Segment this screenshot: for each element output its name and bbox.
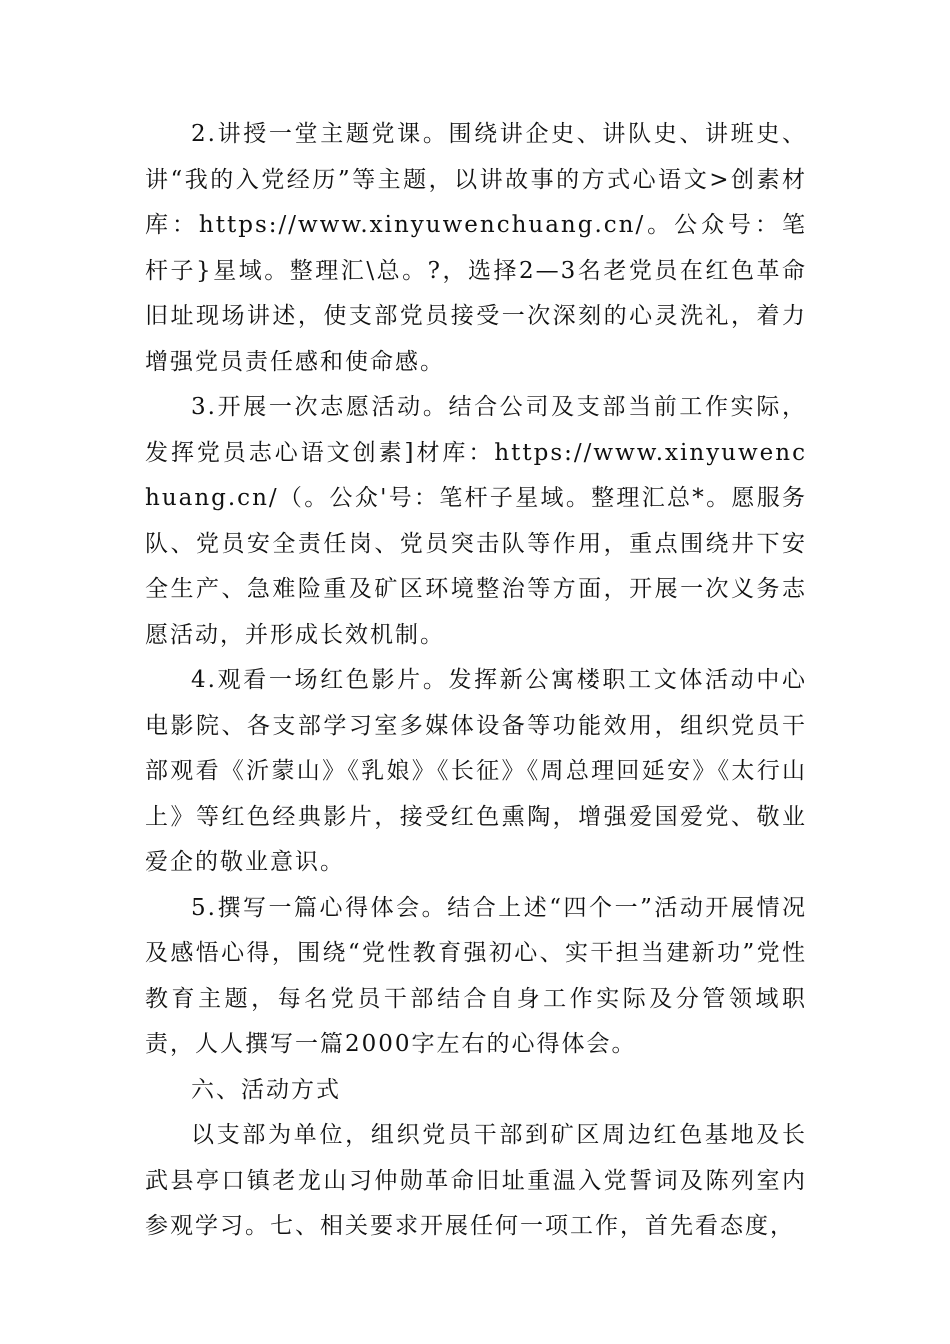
section-heading-activity-method: 六、活动方式 xyxy=(191,1076,341,1103)
paragraph-red-film: 4.观看一场红色影片。发挥新公寓楼职工文体活动中心电影院、各支部学习室多媒体设备等功能效用，组织党员干部观看《沂蒙山》《乳娘》《长征》《周总理回延安》《太行山上》等红色经典影片，接受红色熏陶，增强爱国爱党、敬业爱企的敬业意识。 xyxy=(145,667,807,875)
paragraph-theme-lecture: 2.讲授一堂主题党课。围绕讲企史、讲队史、讲班史、讲“我的入党经历”等主题，以讲故事的方式心语文>创素材库：https://www.xinyuwenchuang.cn/。公众号：笔杆子}星域。整理汇\总。?，选择2—3名老党员在红色革命旧址现场讲述，使支部党员接受一次深刻的心灵洗礼，着力增强党员责任感和使命感。 xyxy=(145,121,807,375)
paragraph-activity-method: 以支部为单位，组织党员干部到矿区周边红色基地及长武县亭口镇老龙山习仲勋革命旧址重温入党誓词及陈列室内参观学习。七、相关要求开展任何一项工作，首先看态度， xyxy=(145,1122,807,1239)
paragraph-volunteer-activity: 3.开展一次志愿活动。结合公司及支部当前工作实际，发挥党员志心语文创素]材库：https://www.xinyuwenchuang.cn/（。公众'号：笔杆子星域。整理汇总*。愿服务队、党员安全责任岗、党员突击队等作用，重点围绕井下安全生产、急难险重及矿区环境整治等方面，开展一次义务志愿活动，并形成长效机制。 xyxy=(145,394,807,648)
document-body xyxy=(145,112,807,1250)
paragraph-reflection-essay: 5.撰写一篇心得体会。结合上述“四个一”活动开展情况及感悟心得，围绕“党性教育强初心、实干担当建新功”党性教育主题，每名党员干部结合自身工作实际及分管领域职责，人人撰写一篇2000字左右的心得体会。 xyxy=(145,894,807,1057)
